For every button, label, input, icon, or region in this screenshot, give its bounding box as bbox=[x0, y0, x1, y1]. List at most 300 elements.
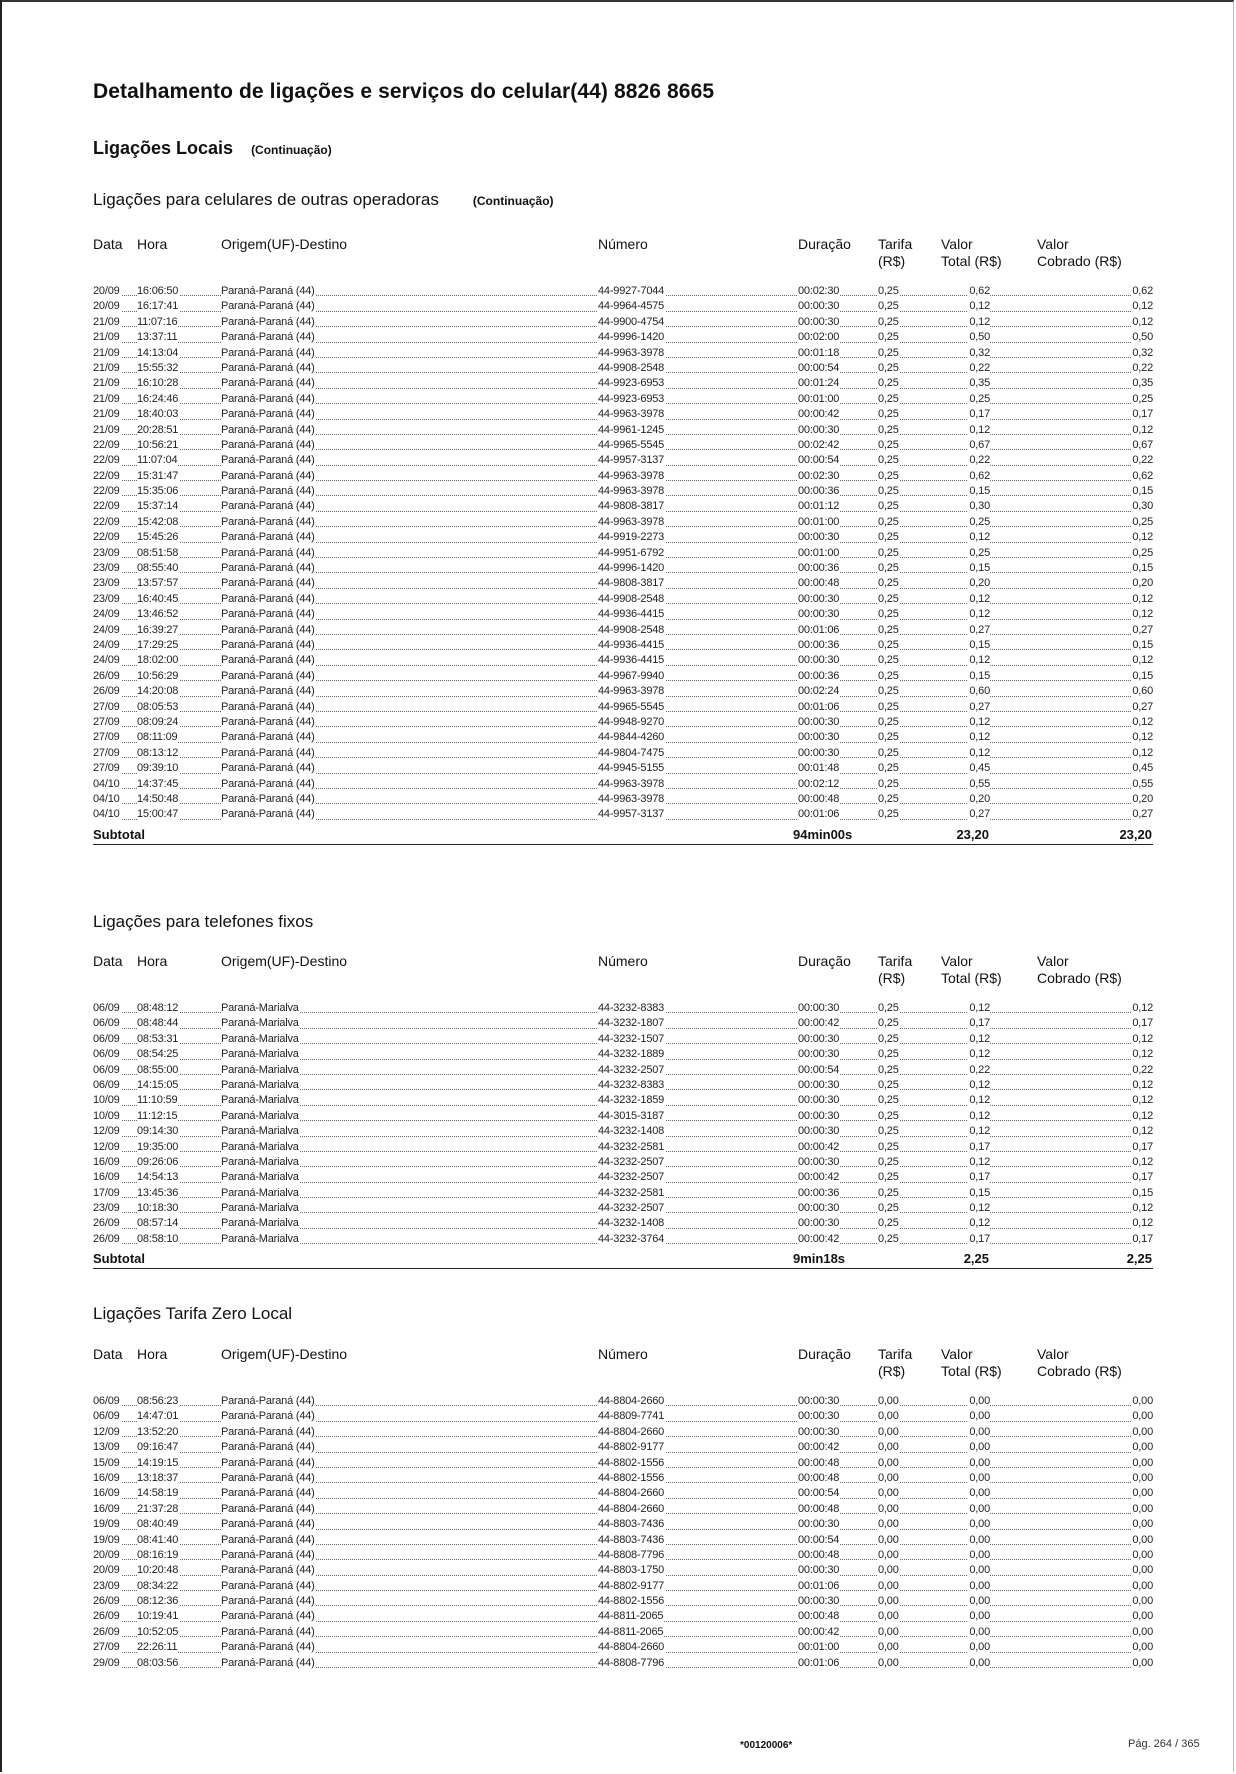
cell-charged: 0,22 bbox=[1131, 1063, 1153, 1078]
cell-date: 27/09 bbox=[93, 715, 121, 730]
cell-date: 26/09 bbox=[93, 1609, 121, 1624]
cell-time: 08:03:56 bbox=[137, 1656, 179, 1671]
cell-origin: Paraná-Paraná (44) bbox=[221, 546, 316, 561]
cell-rate: 0,25 bbox=[878, 1155, 900, 1170]
table-row bbox=[93, 761, 1153, 776]
cell-total: 0,67 bbox=[968, 438, 990, 453]
cell-time: 14:13:04 bbox=[137, 346, 179, 361]
cell-date: 10/09 bbox=[93, 1109, 121, 1124]
cell-total: 0,17 bbox=[968, 1016, 990, 1031]
cell-date: 06/09 bbox=[93, 1409, 121, 1424]
cell-origin: Paraná-Paraná (44) bbox=[221, 530, 316, 545]
cell-charged: 0,50 bbox=[1131, 330, 1153, 345]
cell-date: 26/09 bbox=[93, 669, 121, 684]
cell-total: 0,15 bbox=[968, 561, 990, 576]
cell-total: 0,62 bbox=[968, 284, 990, 299]
col-duration bbox=[798, 953, 851, 970]
cell-time: 10:20:48 bbox=[137, 1563, 179, 1578]
col-total-label: Total (R$) bbox=[941, 253, 1002, 269]
cell-time: 08:34:22 bbox=[137, 1579, 179, 1594]
cell-duration: 00:00:30 bbox=[798, 1093, 840, 1108]
cell-time: 14:58:19 bbox=[137, 1486, 179, 1501]
cell-number: 44-8804-2660 bbox=[598, 1394, 665, 1409]
cell-origin: Paraná-Paraná (44) bbox=[221, 423, 316, 438]
cell-total: 0,17 bbox=[968, 407, 990, 422]
cell-charged: 0,12 bbox=[1131, 423, 1153, 438]
footer-barcode-text: *00120006* bbox=[740, 1740, 793, 1751]
cell-time: 13:57:57 bbox=[137, 576, 179, 591]
cell-duration: 00:00:30 bbox=[798, 1425, 840, 1440]
table-row bbox=[93, 1594, 1153, 1609]
cell-total: 0,30 bbox=[968, 499, 990, 514]
col-date-label: Data bbox=[93, 953, 123, 969]
cell-duration: 00:00:30 bbox=[798, 730, 840, 745]
table-row bbox=[93, 1124, 1153, 1139]
table-row bbox=[93, 1394, 1153, 1409]
cell-duration: 00:00:42 bbox=[798, 1170, 840, 1185]
table-title-landline bbox=[93, 912, 313, 932]
col-charged bbox=[1037, 1346, 1122, 1380]
cell-charged: 0,12 bbox=[1131, 1001, 1153, 1016]
table-row bbox=[93, 1140, 1153, 1155]
cell-duration: 00:02:12 bbox=[798, 777, 840, 792]
table-row bbox=[93, 453, 1153, 468]
subtotal-duration: 9min18s bbox=[793, 1251, 846, 1267]
cell-number: 44-3232-8383 bbox=[598, 1001, 665, 1016]
cell-charged: 0,27 bbox=[1131, 700, 1153, 715]
cell-number: 44-9963-3978 bbox=[598, 515, 665, 530]
cell-total: 0,12 bbox=[968, 715, 990, 730]
cell-origin: Paraná-Paraná (44) bbox=[221, 777, 316, 792]
cell-number: 44-9963-3978 bbox=[598, 346, 665, 361]
cell-total: 0,12 bbox=[968, 607, 990, 622]
col-total-label: Total (R$) bbox=[941, 970, 1002, 986]
table-row bbox=[93, 669, 1153, 684]
cell-number: 44-8802-9177 bbox=[598, 1579, 665, 1594]
cell-total: 0,12 bbox=[968, 1109, 990, 1124]
cell-duration: 00:00:30 bbox=[798, 530, 840, 545]
cell-number: 44-9963-3978 bbox=[598, 407, 665, 422]
col-charged bbox=[1037, 236, 1122, 270]
col-total bbox=[941, 1346, 1002, 1380]
cell-number: 44-9923-6953 bbox=[598, 392, 665, 407]
cell-origin: Paraná-Paraná (44) bbox=[221, 1471, 316, 1486]
col-time-label: Hora bbox=[137, 1346, 168, 1362]
cell-origin: Paraná-Paraná (44) bbox=[221, 1640, 316, 1655]
cell-date: 20/09 bbox=[93, 1548, 121, 1563]
cell-duration: 00:00:30 bbox=[798, 423, 840, 438]
table-row bbox=[93, 561, 1153, 576]
cell-charged: 0,25 bbox=[1131, 392, 1153, 407]
cell-rate: 0,25 bbox=[878, 792, 900, 807]
col-origin-label: Origem(UF)-Destino bbox=[221, 236, 348, 252]
table-row bbox=[93, 592, 1153, 607]
table-row bbox=[93, 1109, 1153, 1124]
cell-number: 44-3232-2507 bbox=[598, 1201, 665, 1216]
cell-total: 0,17 bbox=[968, 1140, 990, 1155]
subtotal-charged: 2,25 bbox=[1126, 1251, 1152, 1267]
col-time-label: Hora bbox=[137, 236, 168, 252]
cell-total: 0,12 bbox=[968, 1078, 990, 1093]
cell-rate: 0,25 bbox=[878, 1216, 900, 1231]
col-number-label: Número bbox=[598, 953, 648, 969]
cell-time: 10:19:41 bbox=[137, 1609, 179, 1624]
col-charged-label: Valor bbox=[1037, 1346, 1069, 1362]
cell-origin: Paraná-Paraná (44) bbox=[221, 700, 316, 715]
cell-origin: Paraná-Marialva bbox=[221, 1078, 300, 1093]
cell-date: 04/10 bbox=[93, 792, 121, 807]
cell-rate: 0,00 bbox=[878, 1640, 900, 1655]
cell-rate: 0,25 bbox=[878, 438, 900, 453]
cell-time: 14:47:01 bbox=[137, 1409, 179, 1424]
cell-origin: Paraná-Paraná (44) bbox=[221, 1425, 316, 1440]
cell-total: 0,15 bbox=[968, 1186, 990, 1201]
cell-time: 15:35:06 bbox=[137, 484, 179, 499]
cell-rate: 0,00 bbox=[878, 1440, 900, 1455]
cell-rate: 0,25 bbox=[878, 484, 900, 499]
cell-rate: 0,00 bbox=[878, 1609, 900, 1624]
cell-total: 0,12 bbox=[968, 315, 990, 330]
cell-duration: 00:00:30 bbox=[798, 299, 840, 314]
cell-number: 44-9908-2548 bbox=[598, 361, 665, 376]
cell-duration: 00:00:48 bbox=[798, 1502, 840, 1517]
cell-origin: Paraná-Paraná (44) bbox=[221, 592, 316, 607]
table-header bbox=[93, 953, 1153, 1001]
cell-date: 23/09 bbox=[93, 1579, 121, 1594]
table-row bbox=[93, 407, 1153, 422]
cell-date: 21/09 bbox=[93, 423, 121, 438]
cell-origin: Paraná-Paraná (44) bbox=[221, 1563, 316, 1578]
cell-origin: Paraná-Marialva bbox=[221, 1124, 300, 1139]
col-rate-label: Tarifa bbox=[878, 1346, 913, 1362]
cell-number: 44-8804-2660 bbox=[598, 1486, 665, 1501]
col-date bbox=[93, 1346, 123, 1363]
cell-origin: Paraná-Paraná (44) bbox=[221, 1394, 316, 1409]
cell-charged: 0,12 bbox=[1131, 1155, 1153, 1170]
cell-duration: 00:00:30 bbox=[798, 653, 840, 668]
cell-time: 08:48:44 bbox=[137, 1016, 179, 1031]
page-title: Detalhamento de ligações e serviços do celular(44) 8826 8665 bbox=[93, 80, 715, 103]
cell-time: 09:16:47 bbox=[137, 1440, 179, 1455]
cell-date: 27/09 bbox=[93, 1640, 121, 1655]
cell-rate: 0,00 bbox=[878, 1425, 900, 1440]
col-number-label: Número bbox=[598, 1346, 648, 1362]
cell-duration: 00:01:06 bbox=[798, 807, 840, 822]
cell-duration: 00:00:30 bbox=[798, 1078, 840, 1093]
cell-number: 44-8802-1556 bbox=[598, 1456, 665, 1471]
cell-rate: 0,00 bbox=[878, 1517, 900, 1532]
col-date bbox=[93, 236, 123, 253]
cell-duration: 00:00:30 bbox=[798, 746, 840, 761]
cell-origin: Paraná-Paraná (44) bbox=[221, 453, 316, 468]
cell-charged: 0,17 bbox=[1131, 407, 1153, 422]
cell-total: 0,60 bbox=[968, 684, 990, 699]
cell-charged: 0,25 bbox=[1131, 515, 1153, 530]
cell-total: 0,50 bbox=[968, 330, 990, 345]
cell-date: 23/09 bbox=[93, 561, 121, 576]
cell-number: 44-9996-1420 bbox=[598, 561, 665, 576]
cell-date: 29/09 bbox=[93, 1656, 121, 1671]
col-origin bbox=[221, 953, 347, 970]
cell-time: 08:48:12 bbox=[137, 1001, 179, 1016]
table-row bbox=[93, 1548, 1153, 1563]
cell-duration: 00:00:42 bbox=[798, 407, 840, 422]
table-row bbox=[93, 576, 1153, 591]
cell-origin: Paraná-Paraná (44) bbox=[221, 469, 316, 484]
col-total-label: Total (R$) bbox=[941, 1363, 1002, 1379]
cell-total: 0,12 bbox=[968, 1155, 990, 1170]
subtotal-total: 2,25 bbox=[963, 1251, 989, 1267]
cell-charged: 0,17 bbox=[1131, 1140, 1153, 1155]
cell-rate: 0,00 bbox=[878, 1533, 900, 1548]
table-row bbox=[93, 1640, 1153, 1655]
table-row bbox=[93, 315, 1153, 330]
table-row bbox=[93, 1609, 1153, 1624]
col-origin bbox=[221, 236, 347, 253]
cell-total: 0,15 bbox=[968, 484, 990, 499]
col-date-label: Data bbox=[93, 1346, 123, 1362]
cell-rate: 0,25 bbox=[878, 330, 900, 345]
cell-rate: 0,25 bbox=[878, 1201, 900, 1216]
cell-duration: 00:00:42 bbox=[798, 1440, 840, 1455]
cell-duration: 00:00:30 bbox=[798, 1047, 840, 1062]
cell-total: 0,00 bbox=[968, 1471, 990, 1486]
cell-charged: 0,00 bbox=[1131, 1440, 1153, 1455]
cell-rate: 0,25 bbox=[878, 299, 900, 314]
cell-number: 44-9964-4575 bbox=[598, 299, 665, 314]
subtotal-charged: 23,20 bbox=[1119, 826, 1152, 842]
cell-origin: Paraná-Paraná (44) bbox=[221, 1609, 316, 1624]
cell-duration: 00:00:30 bbox=[798, 1394, 840, 1409]
cell-duration: 00:00:30 bbox=[798, 1109, 840, 1124]
cell-time: 16:17:41 bbox=[137, 299, 179, 314]
table-row bbox=[93, 1456, 1153, 1471]
cell-time: 14:19:15 bbox=[137, 1456, 179, 1471]
cell-rate: 0,25 bbox=[878, 1124, 900, 1139]
cell-number: 44-3232-1889 bbox=[598, 1047, 665, 1062]
table-title-mobile bbox=[93, 190, 554, 210]
cell-number: 44-8804-2660 bbox=[598, 1425, 665, 1440]
table-row bbox=[93, 684, 1153, 699]
cell-origin: Paraná-Paraná (44) bbox=[221, 561, 316, 576]
cell-origin: Paraná-Paraná (44) bbox=[221, 376, 316, 391]
table-row bbox=[93, 484, 1153, 499]
cell-total: 0,25 bbox=[968, 392, 990, 407]
cell-rate: 0,25 bbox=[878, 561, 900, 576]
cell-date: 22/09 bbox=[93, 453, 121, 468]
cell-number: 44-8802-9177 bbox=[598, 1440, 665, 1455]
cell-origin: Paraná-Paraná (44) bbox=[221, 761, 316, 776]
cell-duration: 00:00:30 bbox=[798, 1201, 840, 1216]
cell-total: 0,15 bbox=[968, 669, 990, 684]
cell-charged: 0,17 bbox=[1131, 1232, 1153, 1247]
cell-duration: 00:00:42 bbox=[798, 1140, 840, 1155]
cell-time: 16:06:50 bbox=[137, 284, 179, 299]
cell-rate: 0,25 bbox=[878, 1186, 900, 1201]
cell-total: 0,62 bbox=[968, 469, 990, 484]
cell-time: 08:56:23 bbox=[137, 1394, 179, 1409]
cell-date: 24/09 bbox=[93, 638, 121, 653]
cell-time: 16:39:27 bbox=[137, 623, 179, 638]
cell-origin: Paraná-Paraná (44) bbox=[221, 576, 316, 591]
cell-time: 08:53:31 bbox=[137, 1032, 179, 1047]
cell-rate: 0,25 bbox=[878, 1063, 900, 1078]
col-rate-label: (R$) bbox=[878, 970, 906, 986]
cell-time: 21:37:28 bbox=[137, 1502, 179, 1517]
cell-number: 44-9965-5545 bbox=[598, 700, 665, 715]
cell-time: 18:40:03 bbox=[137, 407, 179, 422]
col-charged-label: Valor bbox=[1037, 236, 1069, 252]
cell-total: 0,12 bbox=[968, 1201, 990, 1216]
cell-rate: 0,25 bbox=[878, 499, 900, 514]
table-row bbox=[93, 1425, 1153, 1440]
cell-date: 26/09 bbox=[93, 684, 121, 699]
cell-rate: 0,25 bbox=[878, 777, 900, 792]
cell-charged: 0,12 bbox=[1131, 1124, 1153, 1139]
cell-time: 11:07:16 bbox=[137, 315, 178, 330]
cell-time: 08:55:40 bbox=[137, 561, 179, 576]
calls-table-landline bbox=[93, 953, 1153, 1269]
cell-rate: 0,25 bbox=[878, 684, 900, 699]
cell-date: 21/09 bbox=[93, 315, 121, 330]
cell-origin: Paraná-Marialva bbox=[221, 1170, 300, 1185]
col-charged-label: Cobrado (R$) bbox=[1037, 970, 1122, 986]
section-title-text: Ligações Locais bbox=[93, 138, 234, 158]
cell-charged: 0,20 bbox=[1131, 792, 1153, 807]
cell-date: 23/09 bbox=[93, 546, 121, 561]
cell-charged: 0,12 bbox=[1131, 592, 1153, 607]
cell-rate: 0,00 bbox=[878, 1656, 900, 1671]
cell-origin: Paraná-Paraná (44) bbox=[221, 1594, 316, 1609]
cell-charged: 0,62 bbox=[1131, 469, 1153, 484]
cell-date: 24/09 bbox=[93, 623, 121, 638]
col-time bbox=[137, 953, 167, 970]
cell-duration: 00:02:00 bbox=[798, 330, 840, 345]
cell-rate: 0,00 bbox=[878, 1502, 900, 1517]
cell-charged: 0,00 bbox=[1131, 1502, 1153, 1517]
cell-date: 06/09 bbox=[93, 1001, 121, 1016]
col-origin bbox=[221, 1346, 347, 1363]
table-row bbox=[93, 777, 1153, 792]
cell-duration: 00:02:30 bbox=[798, 284, 840, 299]
table-row bbox=[93, 1656, 1153, 1671]
table-row bbox=[93, 1579, 1153, 1594]
table-row bbox=[93, 1625, 1153, 1640]
cell-duration: 00:00:36 bbox=[798, 1186, 840, 1201]
cell-rate: 0,25 bbox=[878, 1001, 900, 1016]
cell-duration: 00:01:06 bbox=[798, 1656, 840, 1671]
cell-total: 0,12 bbox=[968, 746, 990, 761]
cell-origin: Paraná-Marialva bbox=[221, 1001, 300, 1016]
table-row bbox=[93, 1047, 1153, 1062]
cell-total: 0,12 bbox=[968, 530, 990, 545]
col-rate-label: (R$) bbox=[878, 1363, 906, 1379]
cell-origin: Paraná-Paraná (44) bbox=[221, 315, 316, 330]
cell-time: 13:52:20 bbox=[137, 1425, 179, 1440]
cell-origin: Paraná-Paraná (44) bbox=[221, 392, 316, 407]
cell-duration: 00:02:30 bbox=[798, 469, 840, 484]
col-total-label: Valor bbox=[941, 1346, 973, 1362]
table-row bbox=[93, 530, 1153, 545]
cell-time: 17:29:25 bbox=[137, 638, 179, 653]
table-row bbox=[93, 361, 1153, 376]
cell-duration: 00:00:30 bbox=[798, 1001, 840, 1016]
cell-duration: 00:00:30 bbox=[798, 1594, 840, 1609]
cell-duration: 00:00:30 bbox=[798, 315, 840, 330]
cell-date: 21/09 bbox=[93, 330, 121, 345]
cell-number: 44-3232-8383 bbox=[598, 1078, 665, 1093]
cell-duration: 00:02:24 bbox=[798, 684, 840, 699]
cell-rate: 0,25 bbox=[878, 407, 900, 422]
col-rate bbox=[878, 953, 912, 987]
cell-time: 16:10:28 bbox=[137, 376, 179, 391]
cell-duration: 00:00:54 bbox=[798, 1063, 840, 1078]
cell-rate: 0,25 bbox=[878, 715, 900, 730]
cell-number: 44-8811-2065 bbox=[598, 1609, 664, 1624]
cell-date: 19/09 bbox=[93, 1533, 121, 1548]
table-row bbox=[93, 715, 1153, 730]
cell-number: 44-8808-7796 bbox=[598, 1548, 665, 1563]
cell-charged: 0,00 bbox=[1131, 1394, 1153, 1409]
cell-rate: 0,25 bbox=[878, 392, 900, 407]
cell-origin: Paraná-Paraná (44) bbox=[221, 484, 316, 499]
cell-total: 0,00 bbox=[968, 1609, 990, 1624]
cell-total: 0,00 bbox=[968, 1563, 990, 1578]
col-rate bbox=[878, 236, 912, 270]
cell-time: 08:09:24 bbox=[137, 715, 179, 730]
section-continuation: (Continuação) bbox=[251, 143, 332, 157]
col-charged bbox=[1037, 953, 1122, 987]
col-origin-label: Origem(UF)-Destino bbox=[221, 953, 348, 969]
cell-rate: 0,25 bbox=[878, 1093, 900, 1108]
cell-origin: Paraná-Paraná (44) bbox=[221, 1456, 316, 1471]
cell-charged: 0,00 bbox=[1131, 1640, 1153, 1655]
cell-time: 13:18:37 bbox=[137, 1471, 179, 1486]
cell-charged: 0,00 bbox=[1131, 1456, 1153, 1471]
cell-number: 44-9923-6953 bbox=[598, 376, 665, 391]
cell-time: 08:58:10 bbox=[137, 1232, 179, 1247]
cell-rate: 0,25 bbox=[878, 1032, 900, 1047]
cell-origin: Paraná-Paraná (44) bbox=[221, 792, 316, 807]
cell-charged: 0,00 bbox=[1131, 1563, 1153, 1578]
cell-rate: 0,25 bbox=[878, 515, 900, 530]
cell-duration: 00:00:36 bbox=[798, 484, 840, 499]
cell-total: 0,12 bbox=[968, 730, 990, 745]
col-duration bbox=[798, 236, 851, 253]
cell-origin: Paraná-Paraná (44) bbox=[221, 1625, 316, 1640]
cell-date: 24/09 bbox=[93, 607, 121, 622]
col-duration-label: Duração bbox=[798, 1346, 851, 1362]
cell-date: 26/09 bbox=[93, 1232, 121, 1247]
cell-total: 0,00 bbox=[968, 1502, 990, 1517]
cell-number: 44-3232-2581 bbox=[598, 1140, 665, 1155]
cell-duration: 00:00:42 bbox=[798, 1625, 840, 1640]
cell-time: 18:02:00 bbox=[137, 653, 179, 668]
cell-rate: 0,25 bbox=[878, 761, 900, 776]
cell-origin: Paraná-Paraná (44) bbox=[221, 1533, 316, 1548]
cell-rate: 0,25 bbox=[878, 807, 900, 822]
cell-date: 27/09 bbox=[93, 761, 121, 776]
table-title-text: Ligações para celulares de outras operadoras bbox=[93, 190, 439, 209]
col-time bbox=[137, 1346, 167, 1363]
table-row bbox=[93, 1216, 1153, 1231]
table-row bbox=[93, 1533, 1153, 1548]
cell-time: 15:45:26 bbox=[137, 530, 179, 545]
cell-number: 44-3232-2507 bbox=[598, 1170, 665, 1185]
cell-duration: 00:01:00 bbox=[798, 392, 840, 407]
table-row bbox=[93, 623, 1153, 638]
cell-rate: 0,00 bbox=[878, 1394, 900, 1409]
